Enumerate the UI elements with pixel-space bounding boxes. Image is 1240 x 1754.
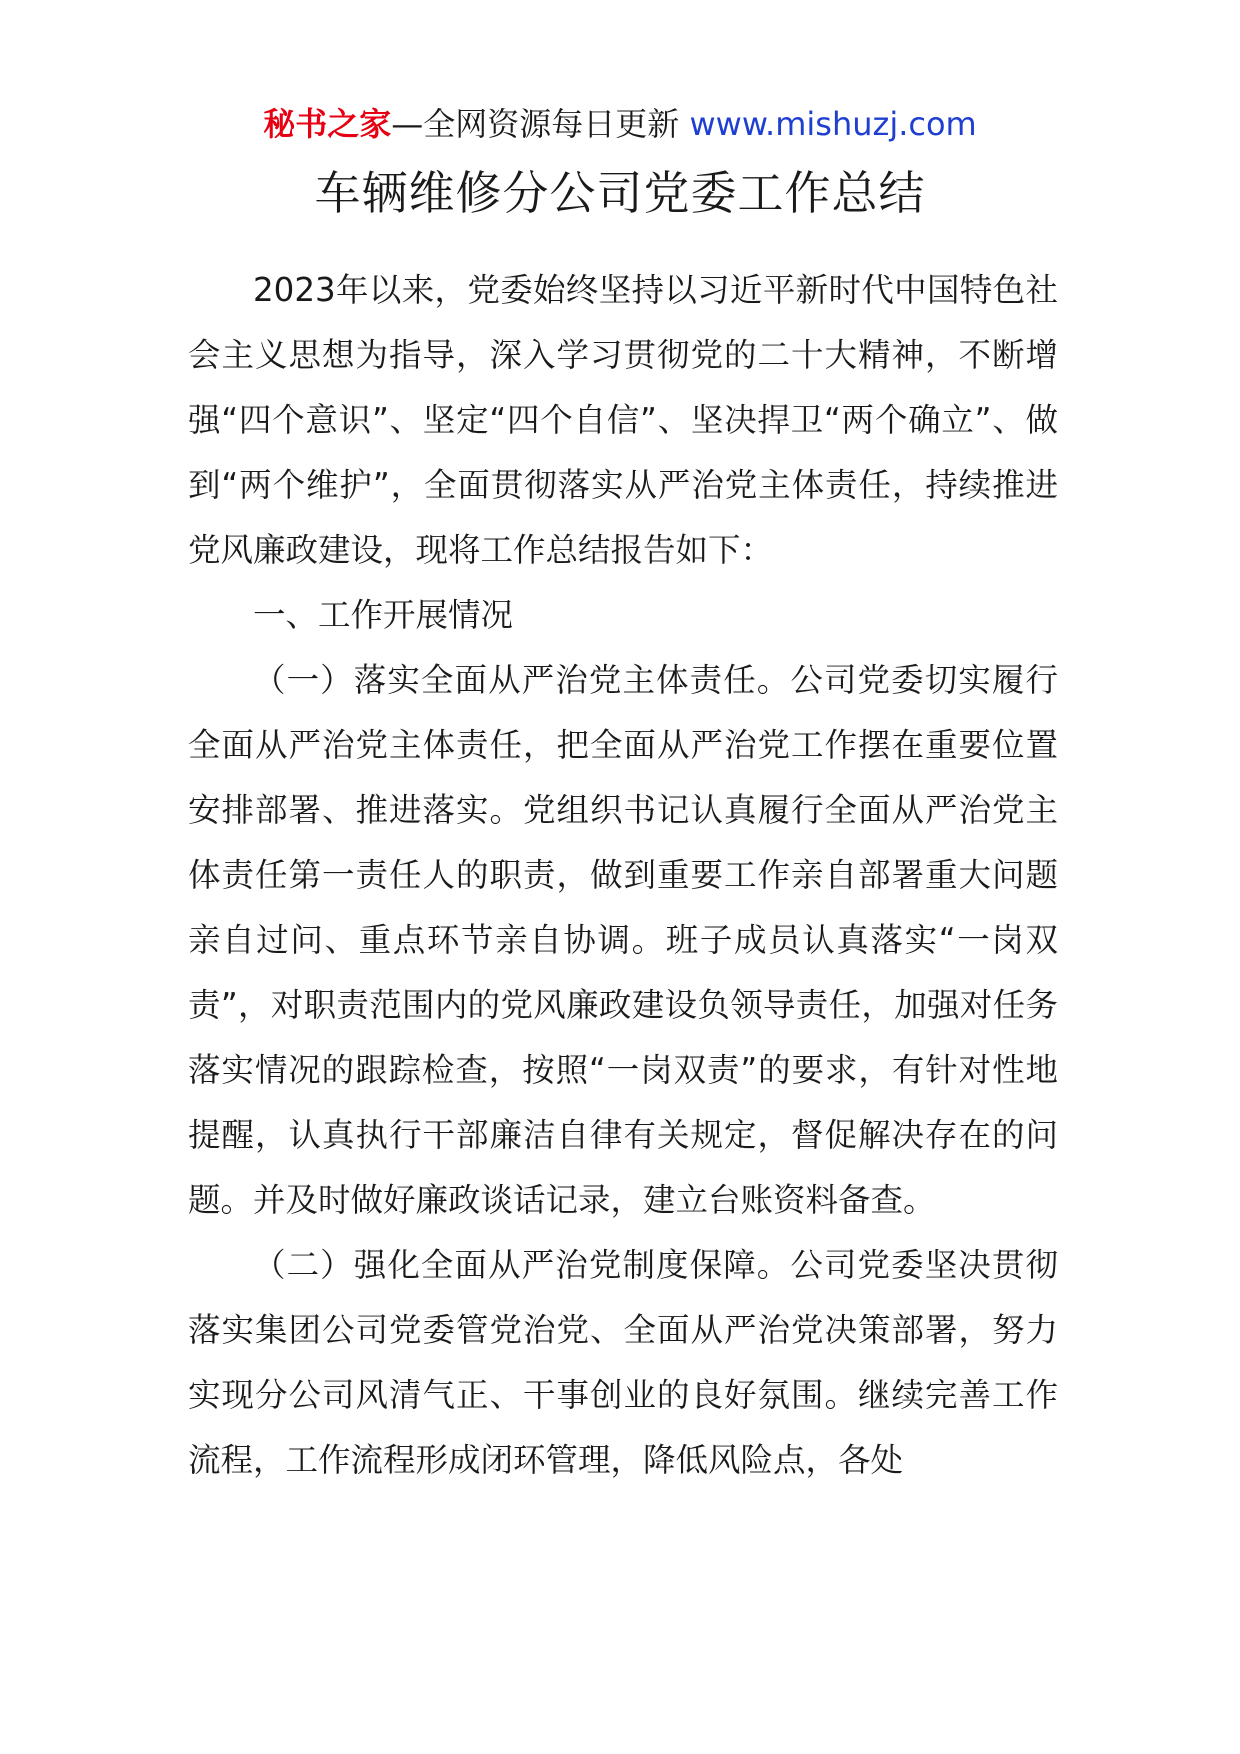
site-url-link[interactable]: www.mishuzj.com [689,105,977,143]
header-tagline: —全网资源每日更新 [391,105,680,143]
paragraph-main-responsibility: （一）落实全面从严治党主体责任。公司党委切实履行全面从严治党主体责任，把全面从严治党工作摆在重要位置安排部署、推进落实。党组织书记认真履行全面从严治党主体责任第一责任人的职责，做到重要工作亲自部署重大问题亲自过问、重点环节亲自协调。班子成员认真落实“一岗双责”，对职责范围内的党风廉政建设负领导责任，加强对任务落实情况的跟踪检查，按照“一岗双责”的要求，有针对性地提醒，认真执行干部廉洁自律有关规定，督促解决存在的问题。并及时做好廉政谈话记录，建立台账资料备查。 [188,661,1058,1219]
site-header [0,100,1240,148]
intro-paragraph: 2023年以来，党委始终坚持以习近平新时代中国特色社会主义思想为指导，深入学习贯彻党的二十大精神，不断增强“四个意识”、坚定“四个自信”、坚决捍卫“两个确立”、做到“两个维护”，全面贯彻落实从严治党主体责任，持续推进党风廉政建设，现将工作总结报告如下： [188,271,1058,569]
document-body [188,258,1058,1493]
section-heading-work-progress: 一、工作开展情况 [253,596,514,634]
paragraph-system-guarantee: （二）强化全面从严治党制度保障。公司党委坚决贯彻落实集团公司党委管党治党、全面从严治党决策部署，努力实现分公司风清气正、干事创业的良好氛围。继续完善工作流程，工作流程形成闭环管理，降低风险点，各处 [188,1246,1058,1479]
brand-name: 秘书之家 [263,105,392,143]
document-title: 车辆维修分公司党委工作总结 [314,166,926,220]
